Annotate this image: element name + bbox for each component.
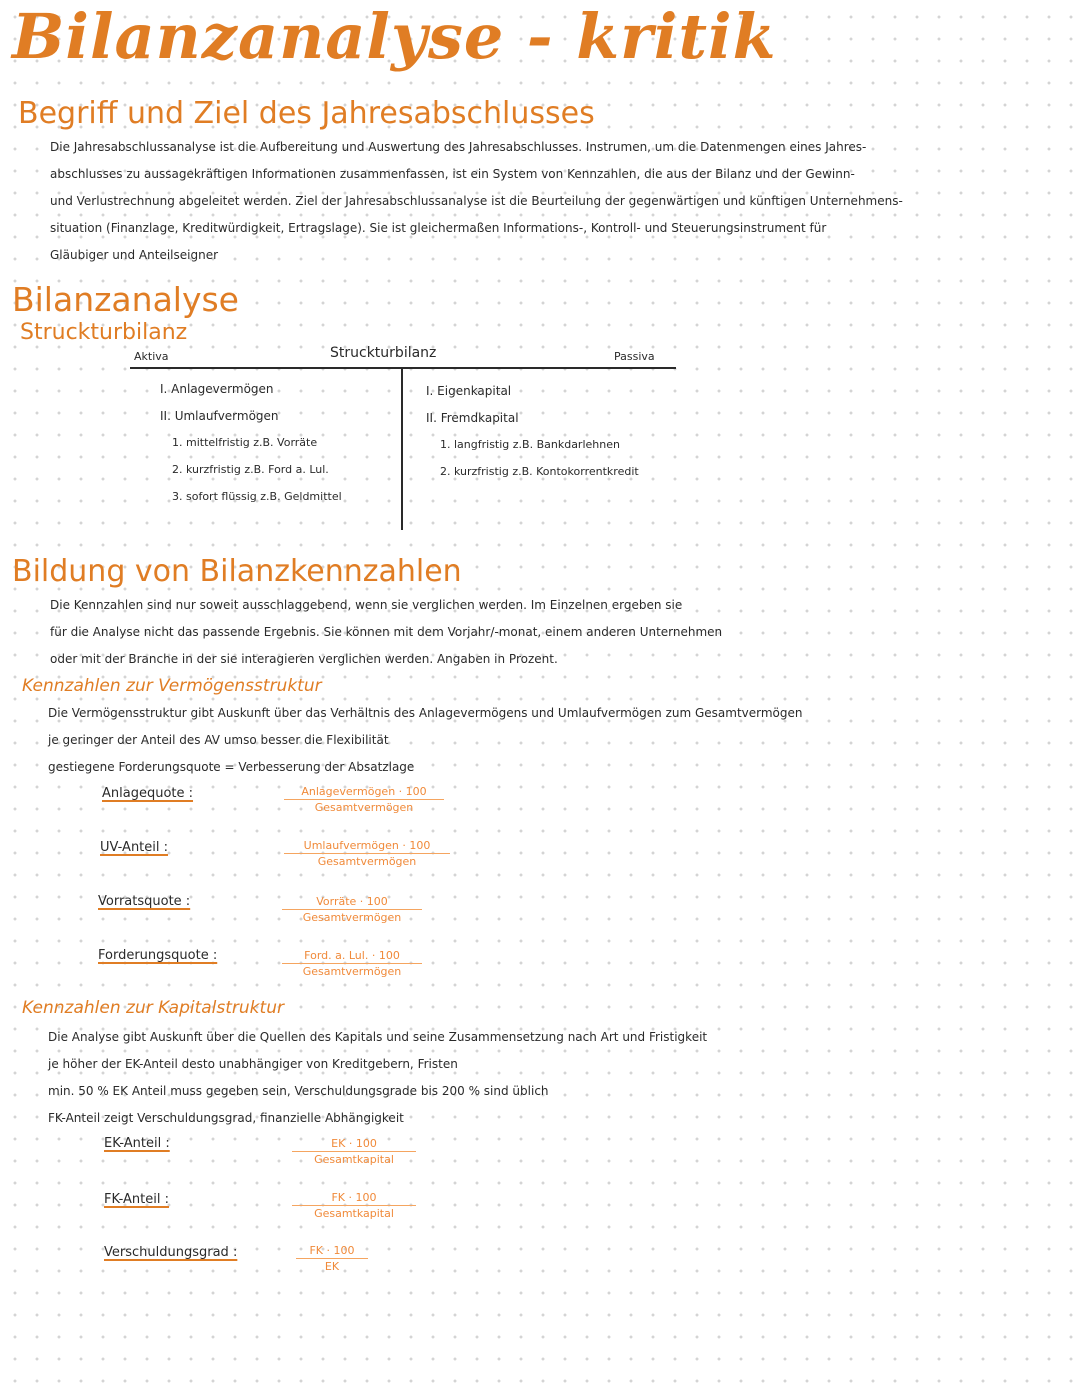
passiva-item: 1. langfristig z.B. Bankdarlehnen — [440, 438, 620, 451]
text-line: Die Kennzahlen sind nur soweit ausschlaggebend, wenn sie verglichen werden. Im Einzelnen ergeben sie — [50, 598, 683, 612]
text-line: gestiegene Forderungsquote = Verbesserung der Absatzlage — [48, 760, 415, 774]
formula-denominator: Gesamtkapital — [314, 1207, 394, 1220]
text-line: Gläubiger und Anteilseigner — [50, 248, 219, 262]
t-table-vertical-line — [401, 368, 403, 530]
section-heading-bilanzanalyse: Bilanzanalyse — [12, 280, 239, 319]
passiva-item: 2. kurzfristig z.B. Kontokorrentkredit — [440, 465, 639, 478]
section1-paragraph — [50, 134, 903, 269]
text-line: für die Analyse nicht das passende Ergebnis. Sie können mit dem Vorjahr/-monat, einem anderen Unternehmen — [50, 625, 723, 639]
aktiva-item: II. Umlaufvermögen — [160, 409, 279, 423]
section-heading-vermoegensstruktur: Kennzahlen zur Vermögensstruktur — [22, 676, 322, 696]
aktiva-item: 3. sofort flüssig z.B. Geldmittel — [172, 490, 342, 503]
text-line: situation (Finanzlage, Kreditwürdigkeit, Ertragslage). Sie ist gleichermaßen Informations-, Kontroll- und Steuerungsinstrument für — [50, 221, 827, 235]
formula-denominator: Gesamtvermögen — [302, 965, 402, 978]
formula-denominator: Gesamtvermögen — [302, 911, 402, 924]
passiva-label: Passiva — [614, 350, 655, 363]
formula-numerator: Anlagevermögen · 100 — [284, 784, 444, 800]
section-heading-begriff: Begriff und Ziel des Jahresabschlusses — [18, 96, 595, 131]
text-line: Die Jahresabschlussanalyse ist die Aufbereitung und Auswertung des Jahresabschlusses. Instrumen, um die Datenmengen eines Jahres- — [50, 140, 867, 154]
text-line: FK-Anteil zeigt Verschuldungsgrad, finanzielle Abhängigkeit — [48, 1111, 404, 1125]
page-title: Bilanzanalyse - kritik — [12, 0, 777, 73]
text-line: oder mit der Branche in der sie interagieren verglichen werden. Angaben in Prozent. — [50, 652, 558, 666]
formula-label-verschuldungsgrad: Verschuldungsgrad : — [104, 1245, 238, 1260]
text-line: je geringer der Anteil des AV umso besser die Flexibilität — [48, 733, 389, 747]
text-line: je höher der EK-Anteil desto unabhängiger von Kreditgebern, Fristen — [48, 1057, 458, 1071]
section5-paragraph — [48, 1024, 707, 1132]
formula-denominator: Gesamtkapital — [314, 1153, 394, 1166]
text-line: abschlusses zu aussagekräftigen Informationen zusammenfassen, ist ein System von Kennzahlen, die aus der Bilanz und der Gewinn- — [50, 167, 855, 181]
formula-numerator: EK · 100 — [292, 1136, 416, 1152]
formula-fraction — [292, 1190, 416, 1221]
formula-fraction — [282, 894, 422, 925]
formula-fraction — [296, 1243, 368, 1274]
subheading-struckturbilanz: Struckturbilanz — [20, 320, 188, 345]
aktiva-item: I. Anlagevermögen — [160, 382, 274, 396]
formula-label-vorratsquote: Vorratsquote : — [98, 894, 191, 909]
formula-denominator: EK — [324, 1260, 340, 1273]
formula-denominator: Gesamtvermögen — [317, 855, 417, 868]
formula-label-uv-anteil: UV-Anteil : — [100, 840, 169, 855]
text-line: Die Analyse gibt Auskunft über die Quellen des Kapitals und seine Zusammensetzung nach Art und Fristigkeit — [48, 1030, 708, 1044]
aktiva-item: 1. mittelfristig z.B. Vorräte — [172, 436, 318, 449]
section-heading-bildung: Bildung von Bilanzkennzahlen — [12, 554, 462, 589]
text-line: min. 50 % EK Anteil muss gegeben sein, Verschuldungsgrade bis 200 % sind üblich — [48, 1084, 549, 1098]
formula-label-ek-anteil: EK-Anteil : — [104, 1136, 170, 1151]
formula-fraction — [284, 784, 444, 815]
section-heading-kapitalstruktur: Kennzahlen zur Kapitalstruktur — [22, 998, 284, 1018]
formula-fraction — [284, 838, 450, 869]
text-line: Die Vermögensstruktur gibt Auskunft über das Verhältnis des Anlagevermögens und Umlaufvermögen zum Gesamtvermögen — [48, 706, 803, 720]
text-line: und Verlustrechnung abgeleitet werden. Ziel der Jahresabschlussanalyse ist die Beurteilung der gegenwärtigen und künftigen Unternehmens- — [50, 194, 903, 208]
formula-numerator: Umlaufvermögen · 100 — [284, 838, 450, 854]
formula-fraction — [292, 1136, 416, 1167]
passiva-item: II. Fremdkapital — [426, 411, 519, 425]
aktiva-item: 2. kurzfristig z.B. Ford a. Lul. — [172, 463, 329, 476]
formula-label-fk-anteil: FK-Anteil : — [104, 1192, 170, 1207]
formula-denominator: Gesamtvermögen — [314, 801, 414, 814]
formula-numerator: Ford. a. Lul. · 100 — [282, 948, 422, 964]
formula-label-forderungsquote: Forderungsquote : — [98, 948, 218, 963]
section3-paragraph — [50, 592, 722, 673]
formula-numerator: Vorräte · 100 — [282, 894, 422, 910]
formula-numerator: FK · 100 — [292, 1190, 416, 1206]
section4-paragraph — [48, 700, 803, 781]
aktiva-label: Aktiva — [134, 350, 169, 363]
t-table-horizontal-line — [130, 367, 676, 369]
formula-fraction — [282, 948, 422, 979]
t-table-title: Struckturbilanz — [330, 345, 437, 361]
passiva-item: I. Eigenkapital — [426, 384, 512, 398]
formula-label-anlagequote: Anlagequote : — [102, 786, 194, 801]
formula-numerator: FK · 100 — [296, 1243, 368, 1259]
